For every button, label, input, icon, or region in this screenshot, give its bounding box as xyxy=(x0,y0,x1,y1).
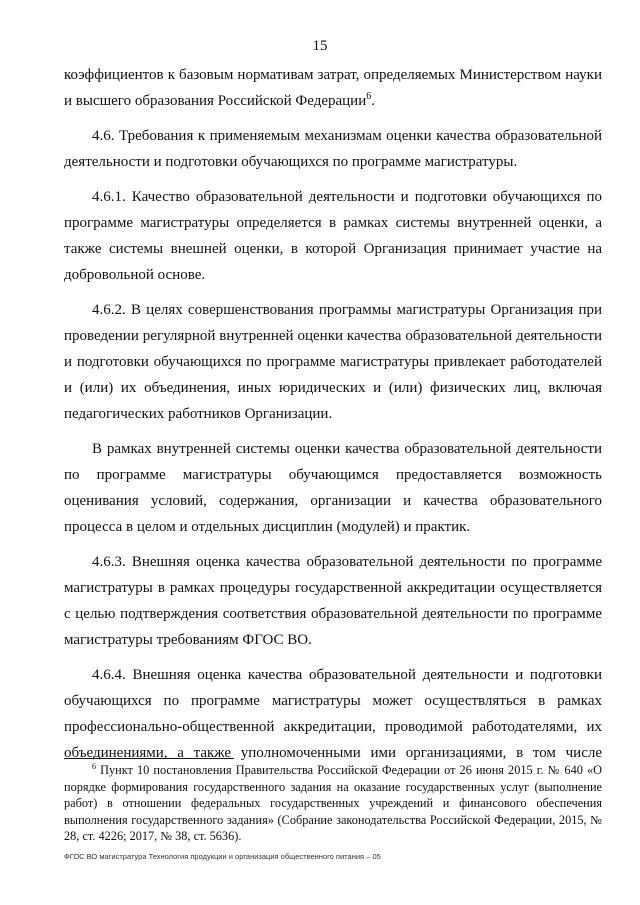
paragraph-end: . xyxy=(371,93,375,109)
page-footer: ФГОС ВО магистратура Технология продукции и организация общественного питания – 05 xyxy=(64,852,381,861)
paragraph-4-6-4: 4.6.4. Внешняя оценка качества образовательной деятельности и подготовки обучающихся по программе магистратуры может осуществляться в рамках профессионально-общественной аккредитации, проводимой работодателями, их объединениями, а также уполномоченными ими организациями, в том числе xyxy=(64,667,602,761)
footnote-text: Пункт 10 постановления Правительства Российской Федерации от 26 июня 2015 г. № 640 «О порядке формирования государственного задания на оказание государственных услуг (выполнение работ) в отношении федеральных государственных учреждений и финансового обеспечения выполнения государственного задания» (Собрание законодательства Российской Федерации, 2015, № 28, ст. 4226; 2017, № 38, ст. 5636). xyxy=(64,763,602,843)
paragraph-1 xyxy=(64,62,602,114)
paragraph-4-6-2: 4.6.2. В целях совершенствования программы магистратуры Организация при проведении регулярной внутренней оценки качества образовательной деятельности и подготовки обучающихся по программе магистратуры привлекает работодателей и (или) их объединения, иных юридических и (или) физических лиц, включая педагогических работников Организации. xyxy=(64,302,602,422)
page-number: 15 xyxy=(312,38,328,54)
paragraph-text: коэффициентов к базовым нормативам затрат, определяемых Министерством науки и высшего образования Российской Федерации xyxy=(64,67,602,109)
footnote-separator xyxy=(64,758,234,759)
paragraph-4-6-3: 4.6.3. Внешняя оценка качества образовательной деятельности по программе магистратуры в рамках процедуры государственной аккредитации осуществляется с целью подтверждения соответствия образовательной деятельности по программе магистратуры требованиям ФГОС ВО. xyxy=(64,554,602,648)
footnote xyxy=(64,762,602,845)
paragraph-4-6-heading: 4.6. Требования к применяемым механизмам оценки качества образовательной деятельности и подготовки обучающихся по программе магистратуры. xyxy=(64,128,602,170)
footnote-reference: 6 xyxy=(366,91,372,102)
paragraph-internal-assessment: В рамках внутренней системы оценки качества образовательной деятельности по программе магистратуры обучающимся предоставляется возможность оценивания условий, содержания, организации и качества образовательного процесса в целом и отдельных дисциплин (модулей) и практик. xyxy=(64,441,602,535)
body-text xyxy=(64,62,602,766)
footnote-mark: 6 xyxy=(92,761,96,771)
paragraph-4-6-1: 4.6.1. Качество образовательной деятельности и подготовки обучающихся по программе магистратуры определяется в рамках системы внутренней оценки, а также системы внешней оценки, в которой Организация принимает участие на добровольной основе. xyxy=(64,189,602,283)
